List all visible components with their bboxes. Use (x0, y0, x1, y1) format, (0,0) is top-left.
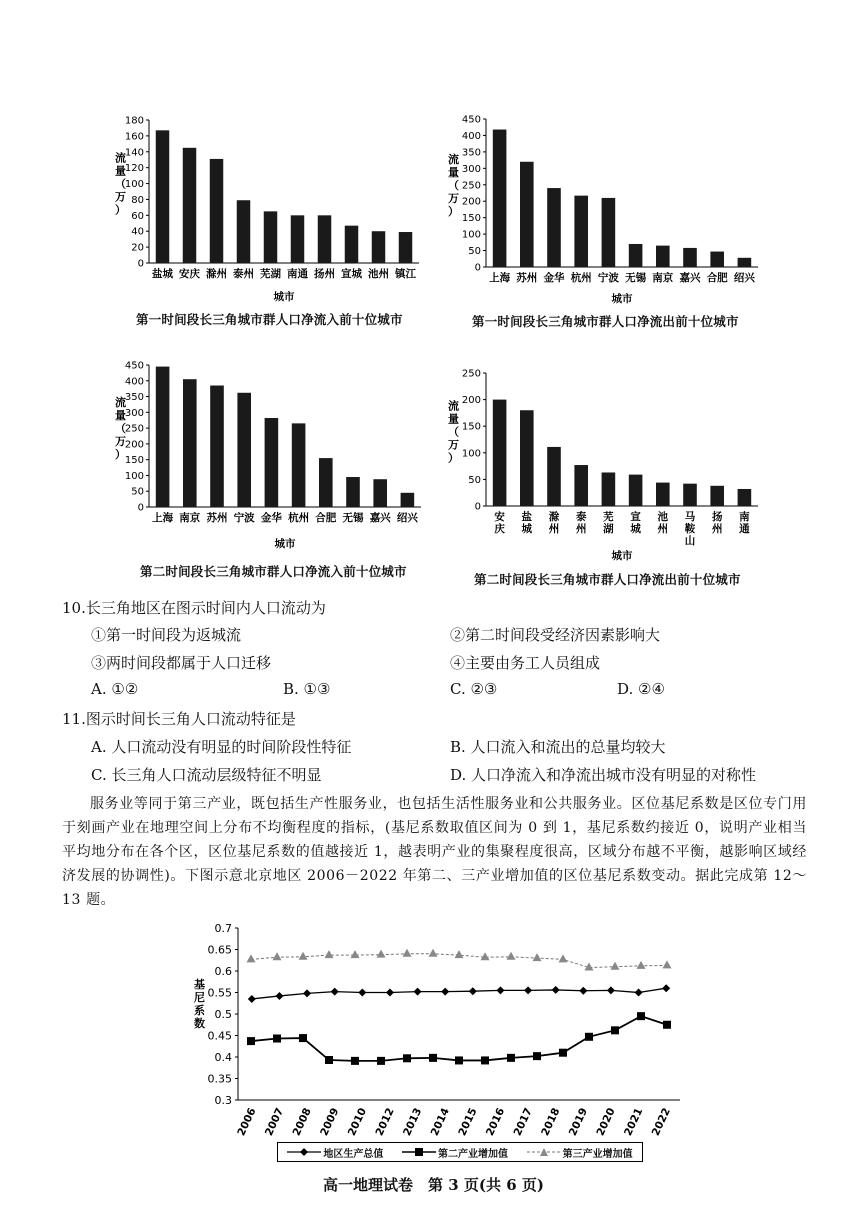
x-tick-label: 2018 (539, 1106, 563, 1138)
y-tick-label: 0 (137, 258, 144, 270)
data-point (351, 1057, 359, 1065)
data-point (607, 986, 615, 994)
data-point (299, 952, 308, 960)
y-tick-label: 0 (137, 502, 144, 514)
x-tick-label: 绍兴 (396, 512, 418, 524)
x-tick-label: 芜湖 (260, 268, 281, 280)
y-axis-label: 流量（万） (115, 396, 126, 461)
bar (156, 130, 170, 263)
bar-chart-inflow-period2 (105, 357, 435, 557)
y-tick-label: 350 (461, 147, 481, 159)
bar (629, 244, 643, 267)
x-tick-label: 扬州 (314, 268, 335, 280)
bar (683, 248, 697, 267)
y-tick-label: 20 (131, 242, 144, 254)
x-tick-label: 宁波 (597, 272, 619, 284)
x-tick-label: 镇江 (395, 268, 416, 280)
y-tick-label: 300 (461, 163, 481, 175)
legend-item-tertiary (527, 1145, 633, 1160)
x-tick-label: 2013 (401, 1106, 425, 1138)
bar (210, 159, 224, 263)
y-tick-label: 120 (124, 163, 144, 175)
x-tick-label: 绍兴 (733, 272, 755, 284)
x-axis-label: 城市 (274, 538, 296, 550)
y-tick-label: 0.35 (207, 1072, 232, 1086)
bar (710, 252, 724, 267)
bar (520, 162, 534, 267)
y-axis-label: 流量（万） (115, 151, 126, 217)
x-tick-label: 滁州 (548, 511, 560, 535)
bar (237, 393, 251, 507)
y-tick-label: 250 (461, 368, 481, 380)
diamond-marker-icon (287, 1147, 321, 1157)
data-point (275, 992, 283, 1000)
legend-label-gdp: 地区生产总值 (323, 1148, 384, 1160)
y-tick-label: 250 (124, 423, 144, 435)
x-tick-label: 无锡 (342, 512, 364, 524)
x-tick-label: 安庆 (494, 511, 505, 535)
data-point (299, 1034, 307, 1042)
q10-choice-d: D. ②④ (617, 680, 665, 698)
y-tick-label: 0.55 (207, 986, 232, 1000)
bar (493, 130, 507, 267)
legend-label-secondary: 第二产业增加值 (437, 1148, 508, 1160)
data-point (663, 960, 672, 968)
q10-option2: ②第二时间段受经济因素影响大 (450, 626, 661, 644)
x-tick-label: 嘉兴 (369, 512, 391, 524)
data-point (455, 950, 464, 958)
x-tick-label: 合肥 (706, 272, 728, 284)
y-tick-label: 50 (468, 474, 481, 486)
x-tick-label: 南通 (739, 511, 750, 535)
x-tick-label: 2012 (373, 1106, 397, 1138)
data-point (247, 1037, 255, 1045)
y-tick-label: 100 (124, 470, 144, 482)
bar-chart-outflow-period2 (438, 365, 768, 570)
y-tick-label: 0.7 (214, 922, 232, 935)
y-tick-label: 150 (461, 421, 481, 433)
y-tick-label: 200 (461, 196, 481, 208)
y-tick-label: 0.45 (207, 1029, 232, 1043)
y-tick-label: 160 (124, 131, 144, 143)
bar (602, 198, 616, 267)
x-tick-label: 泰州 (233, 268, 254, 280)
q10-choice-b: B. ①③ (283, 680, 331, 698)
bar (493, 400, 507, 506)
q10-option1: ①第一时间段为返城流 (91, 626, 242, 644)
y-tick-label: 450 (461, 114, 481, 126)
y-tick-label: 0 (474, 262, 481, 274)
x-tick-label: 杭州 (570, 272, 592, 284)
y-tick-label: 300 (124, 407, 144, 419)
data-point (441, 988, 449, 996)
bar-chart-inflow-period1 (105, 110, 435, 310)
bar (401, 493, 415, 507)
series-line (251, 1016, 667, 1061)
y-tick-label: 50 (468, 246, 481, 258)
bar (156, 367, 170, 507)
x-tick-label: 2022 (649, 1106, 673, 1138)
data-point (429, 1054, 437, 1062)
data-point (325, 950, 334, 958)
x-tick-label: 上海 (152, 512, 174, 524)
y-tick-label: 0.4 (214, 1051, 232, 1064)
bar (738, 489, 752, 506)
x-tick-label: 安庆 (179, 268, 200, 280)
data-point (325, 1056, 333, 1064)
x-tick-label: 2010 (345, 1106, 370, 1138)
data-point (248, 995, 256, 1003)
bar (237, 200, 251, 263)
q10-choice-c: C. ②③ (450, 680, 498, 698)
data-point (351, 950, 360, 958)
x-tick-label: 无锡 (625, 272, 647, 284)
x-tick-label: 盐城 (152, 268, 173, 280)
data-point (559, 1049, 567, 1057)
bar-chart-outflow-period1 (438, 110, 768, 310)
y-tick-label: 0.65 (207, 943, 232, 957)
x-tick-label: 宣城 (341, 268, 362, 280)
y-tick-label: 150 (124, 455, 144, 467)
y-tick-label: 80 (131, 194, 144, 206)
data-point (429, 949, 438, 957)
data-point (377, 950, 386, 958)
bar (373, 479, 387, 507)
q10-choice-a: A. ①② (91, 680, 139, 698)
y-tick-label: 350 (124, 392, 144, 404)
chart4-caption: 第二时间段长三角城市群人口净流出前十位城市 (474, 572, 741, 587)
page-footer: 高一地理试卷 第 3 页(共 6 页) (323, 1176, 544, 1194)
x-axis-label: 城市 (611, 293, 633, 305)
y-tick-label: 100 (461, 448, 481, 460)
x-tick-label: 盐城 (521, 511, 533, 535)
q11-stem: 11.图示时间长三角人口流动特征是 (62, 710, 296, 728)
data-point (377, 1057, 385, 1065)
data-point (414, 988, 422, 996)
y-tick-label: 200 (124, 439, 144, 451)
y-tick-label: 180 (124, 115, 144, 127)
data-point (524, 986, 532, 994)
data-point (507, 952, 516, 960)
bar (683, 484, 697, 506)
x-tick-label: 苏州 (206, 512, 228, 524)
x-tick-label: 2008 (290, 1106, 314, 1138)
x-tick-label: 2019 (566, 1106, 591, 1138)
data-point (533, 953, 542, 961)
x-tick-label: 2020 (594, 1106, 618, 1138)
y-tick-label: 40 (131, 226, 144, 238)
data-point (662, 984, 670, 992)
data-point (637, 1012, 645, 1020)
y-axis-label: 基尼系数 (194, 978, 205, 1030)
data-point (331, 988, 339, 996)
x-tick-label: 2007 (262, 1106, 287, 1138)
data-point (635, 989, 643, 997)
y-tick-label: 0.5 (214, 1008, 232, 1021)
y-tick-label: 100 (461, 229, 481, 241)
x-tick-label: 杭州 (288, 512, 310, 524)
x-tick-label: 南京 (652, 272, 674, 284)
q10-stem: 10.长三角地区在图示时间内人口流动为 (62, 599, 326, 617)
q10-option3: ③两时间段都属于人口迁移 (91, 654, 272, 672)
x-tick-label: 金华 (260, 512, 282, 524)
x-tick-label: 苏州 (516, 272, 538, 284)
bar (602, 472, 616, 506)
y-axis-label: 流量（万） (448, 399, 459, 465)
chart2-caption: 第一时间段长三角城市群人口净流出前十位城市 (472, 314, 739, 329)
y-tick-label: 400 (124, 376, 144, 388)
x-tick-label: 宣城 (630, 511, 641, 535)
x-tick-label: 宁波 (233, 512, 255, 524)
y-tick-label: 100 (124, 179, 144, 191)
bar (265, 418, 279, 507)
x-tick-label: 扬州 (711, 511, 723, 535)
legend-label-tertiary: 第三产业增加值 (562, 1148, 633, 1160)
data-point (403, 949, 412, 957)
bar (210, 386, 224, 507)
triangle-marker-icon (527, 1147, 561, 1157)
x-tick-label: 2009 (318, 1106, 342, 1138)
x-tick-label: 2021 (622, 1106, 646, 1138)
x-tick-label: 2014 (428, 1106, 452, 1138)
y-tick-label: 400 (461, 130, 481, 142)
bar (520, 410, 534, 506)
y-tick-label: 60 (131, 210, 144, 222)
data-point (579, 987, 587, 995)
data-point (273, 952, 282, 960)
data-point (386, 989, 394, 997)
chart1-caption: 第一时间段长三角城市群人口净流入前十位城市 (136, 312, 403, 327)
data-point (403, 1054, 411, 1062)
x-tick-label: 上海 (489, 272, 511, 284)
x-tick-label: 芜湖 (603, 511, 614, 535)
data-point (637, 961, 646, 969)
y-tick-label: 50 (131, 486, 144, 498)
bar (656, 483, 670, 506)
q11-choice-d: D. 人口净流入和净流出城市没有明显的对称性 (450, 766, 757, 784)
x-tick-label: 2006 (235, 1106, 259, 1138)
bar (183, 148, 197, 263)
q11-choice-a: A. 人口流动没有明显的时间阶段性特征 (91, 738, 352, 756)
data-point (663, 1021, 671, 1029)
data-point (559, 954, 568, 962)
bar (629, 475, 643, 506)
data-point (247, 954, 256, 962)
series-line (252, 988, 666, 999)
bar (738, 258, 752, 267)
data-point (481, 952, 490, 960)
y-tick-label: 0.3 (214, 1094, 232, 1107)
bar (574, 465, 588, 506)
square-marker-icon (402, 1147, 436, 1157)
x-tick-label: 泰州 (575, 511, 587, 535)
y-tick-label: 250 (461, 180, 481, 192)
x-tick-label: 马鞍山 (684, 511, 696, 547)
bar (345, 226, 359, 263)
y-tick-label: 0 (474, 501, 481, 513)
y-tick-label: 140 (124, 147, 144, 159)
x-tick-label: 合肥 (315, 512, 337, 524)
x-tick-label: 南通 (287, 268, 308, 280)
data-point (611, 962, 620, 970)
x-tick-label: 金华 (543, 272, 565, 284)
bar (183, 379, 197, 507)
x-axis-label: 城市 (611, 550, 633, 562)
x-tick-label: 2015 (456, 1106, 480, 1138)
bar (372, 231, 386, 263)
data-point (507, 1054, 515, 1062)
x-tick-label: 2016 (483, 1106, 508, 1138)
chart-legend (277, 1142, 643, 1162)
bar (547, 447, 561, 506)
data-point (585, 1033, 593, 1041)
chart3-caption: 第二时间段长三角城市群人口净流入前十位城市 (140, 564, 407, 579)
data-point (455, 1056, 463, 1064)
y-tick-label: 150 (461, 213, 481, 225)
bar (547, 188, 561, 267)
passage-text: 服务业等同于第三产业，既包括生产性服务业，也包括生活性服务业和公共服务业。区位基尼系数是区位专门用于刻画产业在地理空间上分布不均衡程度的指标，(基尼系数取值区间为 0 到 1，基尼系数约接近 0，说明产业相当平均地分布在各个区，区位基尼系数的值越接近 1，越表明产业的集聚程度很高，区域分布越不平衡，越影响区域经济发展的协调性)。下图示意北京地区 2006－2022 年第二、三产业增加值的区位基尼系数变动。据此完成第 12～13 题。 (62, 796, 807, 908)
x-tick-label: 2017 (511, 1106, 535, 1138)
x-tick-label: 南京 (179, 512, 201, 524)
line-chart-gini (180, 920, 700, 1142)
data-point (533, 1052, 541, 1060)
bar (710, 486, 724, 506)
x-axis-label: 城市 (273, 291, 295, 303)
x-tick-label: 嘉兴 (679, 272, 701, 284)
bar (399, 232, 413, 263)
bar (292, 423, 306, 507)
legend-item-secondary (402, 1145, 508, 1160)
y-axis-label: 流量（万） (448, 153, 459, 218)
data-point (358, 989, 366, 997)
y-tick-label: 0.6 (214, 965, 232, 978)
data-point (303, 989, 311, 997)
data-point (273, 1035, 281, 1043)
bar (319, 458, 333, 507)
x-tick-label: 池州 (368, 268, 389, 280)
bar (346, 477, 360, 507)
bar (574, 196, 588, 267)
bar (318, 215, 332, 263)
data-point (496, 986, 504, 994)
q11-choice-b: B. 人口流入和流出的总量均较大 (450, 738, 666, 756)
data-point (552, 986, 560, 994)
y-tick-label: 450 (124, 360, 144, 372)
q11-choice-c: C. 长三角人口流动层级特征不明显 (91, 766, 322, 784)
bar (264, 211, 278, 263)
data-point (481, 1056, 489, 1064)
legend-item-gdp (287, 1145, 383, 1160)
bar (291, 215, 305, 263)
y-tick-label: 200 (461, 395, 481, 407)
q10-option4: ④主要由务工人员组成 (450, 654, 601, 672)
bar (656, 246, 670, 267)
x-tick-label: 滁州 (206, 268, 227, 280)
x-tick-label: 池州 (657, 511, 669, 535)
data-point (469, 987, 477, 995)
data-point (611, 1026, 619, 1034)
